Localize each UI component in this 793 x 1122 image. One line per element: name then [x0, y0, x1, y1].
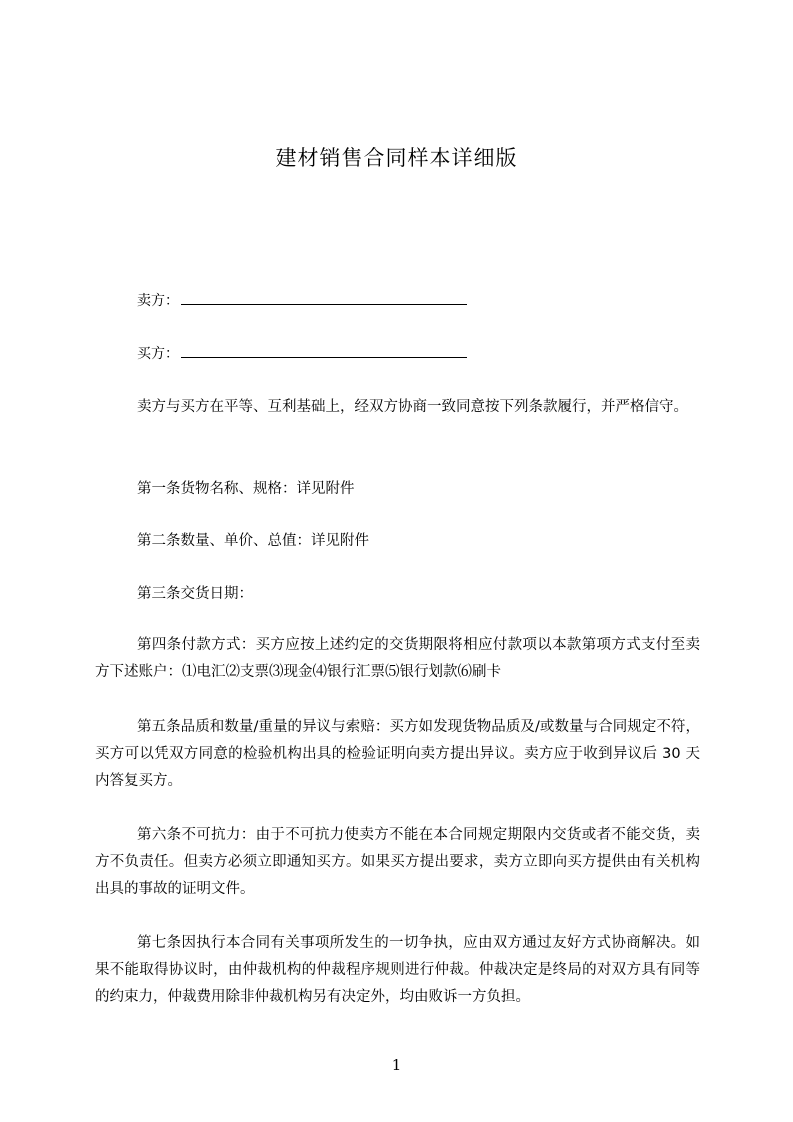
intro-paragraph: 卖方与买方在平等、互利基础上，经双方协商一致同意按下列条款履行，并严格信守。	[137, 399, 688, 415]
seller-label: 卖方：	[137, 293, 179, 309]
buyer-field	[137, 345, 467, 363]
clause-7: 第七条因执行本合同有关事项所发生的一切争执，应由双方通过友好方式协商解决。如果不能取得协议时，由仲裁机构的仲裁程序规则进行仲裁。仲裁决定是终局的对双方具有同等的约束力，仲裁费用除非仲裁机构另有决定外，均由败诉一方负担。	[95, 935, 700, 1005]
seller-blank-line	[181, 292, 467, 305]
buyer-label: 买方：	[137, 346, 179, 362]
page-number: 1	[391, 1056, 402, 1074]
clause-5: 第五条品质和数量/重量的异议与索赔：买方如发现货物品质及/或数量与合同规定不符，买方可以凭双方同意的检验机构出具的检验证明向卖方提出异议。卖方应于收到异议后 30 天内答复买方。	[95, 719, 700, 789]
clause-6: 第六条不可抗力：由于不可抗力使卖方不能在本合同规定期限内交货或者不能交货，卖方不负责任。但卖方必须立即通知买方。如果买方提出要求，卖方立即向买方提供由有关机构出具的事故的证明文件。	[95, 827, 700, 897]
clause-2: 第二条数量、单价、总值：详见附件	[137, 533, 369, 549]
document-title: 建材销售合同样本详细版	[275, 146, 518, 170]
seller-field	[137, 292, 467, 310]
buyer-blank-line	[181, 345, 467, 358]
clause-1: 第一条货物名称、规格：详见附件	[137, 481, 355, 497]
clause-4: 第四条付款方式：买方应按上述约定的交货期限将相应付款项以本款第项方式支付至卖方下述账户：⑴电汇⑵支票⑶现金⑷银行汇票⑸银行划款⑹刷卡	[95, 637, 700, 680]
clause-3: 第三条交货日期：	[137, 586, 253, 602]
